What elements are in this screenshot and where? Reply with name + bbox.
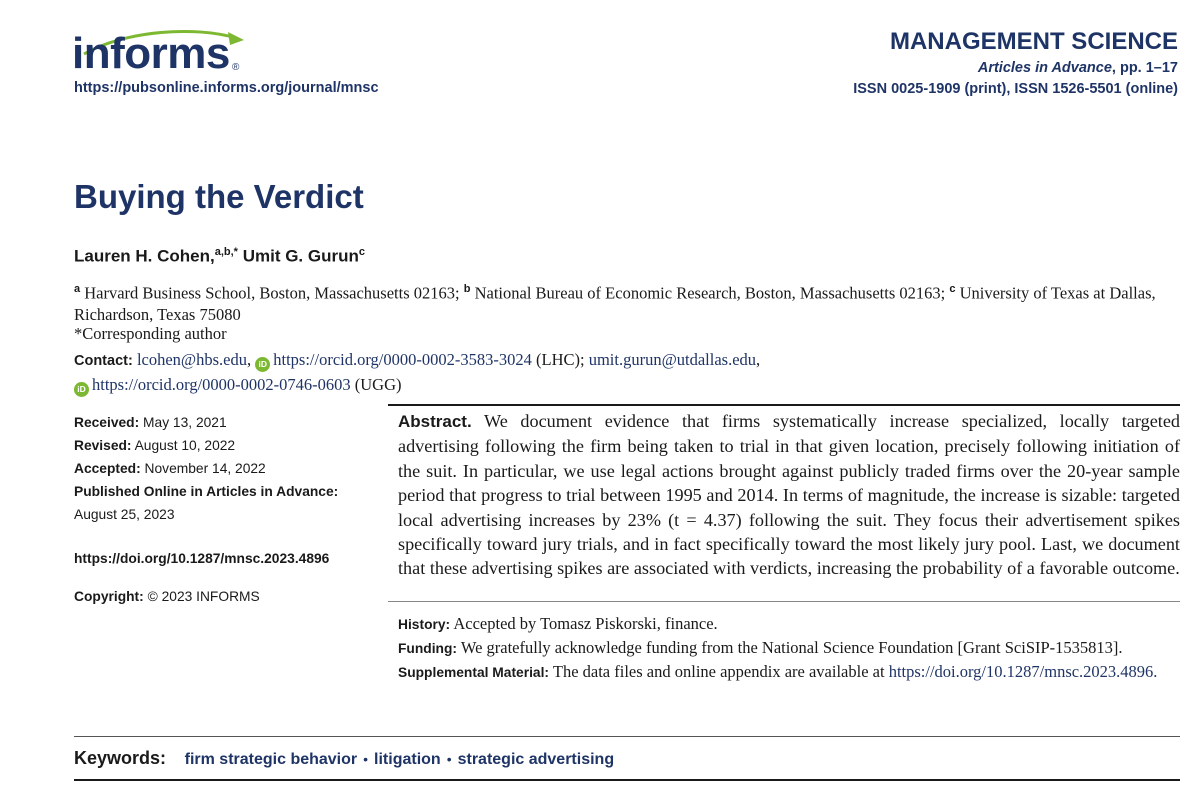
orcid-tag: (LHC); [536, 350, 585, 369]
email-link[interactable]: lcohen@hbs.edu [136, 350, 247, 369]
keyword[interactable]: litigation [374, 751, 441, 768]
affiliation: Harvard Business School, Boston, Massachusetts 02163; [84, 283, 460, 303]
received-date: May 13, 2021 [143, 415, 227, 430]
affiliation: University of Texas at Dallas, Richardson, Texas 75080 [74, 283, 1156, 324]
orcid-link[interactable]: https://orcid.org/0000-0002-3583-3024 [273, 350, 532, 369]
journal-url-link[interactable]: https://pubsonline.informs.org/journal/mnsc [74, 80, 379, 96]
accepted-label: Accepted: [74, 461, 141, 476]
contact-label: Contact: [74, 353, 133, 369]
journal-name: MANAGEMENT SCIENCE [889, 28, 1178, 55]
article-dates [74, 411, 374, 526]
journal-issn: ISSN 0025-1909 (print), ISSN 1526-5501 (online) [853, 81, 1178, 97]
keywords [74, 748, 614, 769]
keywords-bottom-rule [74, 779, 1180, 781]
orcid-icon: iD [74, 382, 89, 397]
contact-info: Contact: lcohen@hbs.edu, iD https://orcid.org/0000-0002-3583-3024 (LHC); umit.gurun@utdallas.edu, iD https://orcid.org/0000-0002-0746-0603 (UGG) [74, 348, 1174, 397]
history-text: Accepted by Tomasz Piskorski, finance. [453, 614, 718, 633]
orcid-tag: (UGG) [354, 375, 402, 394]
keyword[interactable]: firm strategic behavior [184, 751, 358, 768]
supplemental-link[interactable]: https://doi.org/10.1287/mnsc.2023.4896. [888, 662, 1158, 681]
abstract-text: We document evidence that firms systematically increase specialized, locally targeted advertising following the firm being taken to trial in that given location, precisely following initiation of the suit. In particular, we use legal actions brought against publicly traded firms over the 20-year sample period that progress to trial between 1995 and 2014. In terms of magnitude, the increase is sizable: targeted local advertising increases by 23% (t = 4.37) following the suit. They focus their advertisement spikes specifically toward jury trials, and in fact specifically toward the most likely jury pool. Last, we document that these advertising spikes are associated with verdicts, increasing the probability of a favorable outcome. [398, 411, 1180, 579]
abstract-label: Abstract. [398, 412, 472, 431]
doi-link[interactable]: https://doi.org/10.1287/mnsc.2023.4896 [74, 551, 330, 566]
supplemental-label: Supplemental Material: [398, 665, 550, 680]
articles-in-advance-label: Articles in Advance [977, 60, 1112, 76]
accepted-date: November 14, 2022 [144, 461, 266, 476]
abstract-top-rule [388, 404, 1180, 406]
affil-marker: b [463, 283, 471, 295]
supplemental-note [398, 661, 1180, 683]
keywords-top-rule [74, 736, 1180, 737]
published-date: August 25, 2023 [74, 507, 175, 522]
copyright-notice [74, 589, 260, 604]
revised-label: Revised: [74, 438, 132, 453]
affiliation: National Bureau of Economic Research, Boston, Massachusetts 02163; [474, 283, 946, 303]
registered-mark: ® [232, 62, 240, 73]
copyright-label: Copyright: [74, 589, 144, 604]
page-range: , pp. 1–17 [1111, 60, 1178, 76]
copyright-text: © 2023 INFORMS [147, 589, 260, 604]
funding-note [398, 637, 1180, 659]
keyword-separator: • [446, 751, 452, 767]
received-label: Received: [74, 415, 140, 430]
published-label: Published Online in Articles in Advance: [74, 484, 339, 499]
history-label: History: [398, 617, 451, 632]
journal-article-info [978, 60, 1178, 76]
supplemental-text: The data files and online appendix are available at [552, 662, 885, 681]
paper-title: Buying the Verdict [74, 178, 364, 215]
author-superscript: a,b,* [214, 246, 238, 258]
orcid-link[interactable]: https://orcid.org/0000-0002-0746-0603 [92, 375, 351, 394]
affil-marker: a [74, 283, 81, 295]
keywords-label: Keywords: [74, 748, 167, 768]
email-link[interactable]: umit.gurun@utdallas.edu [588, 350, 757, 369]
author-superscript: c [358, 246, 365, 258]
author-name: Lauren H. Cohen, [74, 246, 215, 266]
corresponding-author-note: *Corresponding author [74, 324, 227, 343]
history-note [398, 613, 1180, 635]
abstract-bottom-rule [388, 601, 1180, 602]
keyword-separator: • [363, 751, 369, 767]
funding-label: Funding: [398, 641, 457, 656]
author-name: Umit G. Gurun [242, 246, 359, 266]
keyword[interactable]: strategic advertising [457, 751, 615, 768]
funding-text: We gratefully acknowledge funding from the National Science Foundation [Grant SciSIP-1535813]. [460, 638, 1123, 657]
revised-date: August 10, 2022 [134, 438, 236, 453]
author-list [74, 246, 365, 267]
affil-marker: c [949, 283, 956, 295]
article-notes [398, 613, 1180, 683]
abstract [398, 409, 1180, 581]
orcid-icon: iD [255, 357, 270, 372]
logo-wordmark: informs [72, 29, 230, 78]
affiliations [74, 279, 1174, 325]
